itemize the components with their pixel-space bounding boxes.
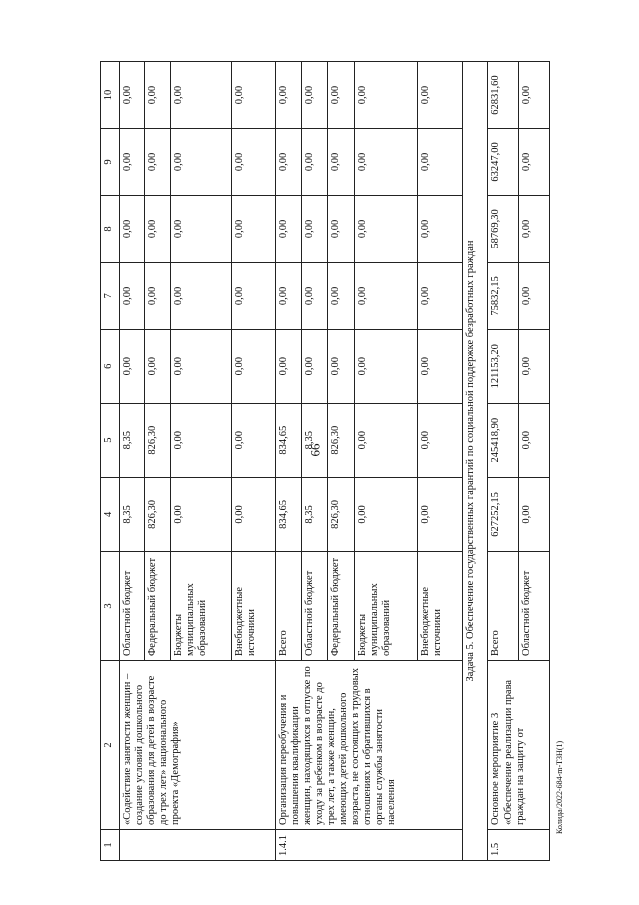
funding-source: Внебюджетные источники <box>418 552 463 661</box>
value-cell: 0,00 <box>145 195 170 262</box>
table-row <box>488 62 519 861</box>
value-cell: 0,00 <box>354 403 418 477</box>
funding-source: Федеральный бюджет <box>145 552 170 661</box>
value-cell: 0,00 <box>145 262 170 329</box>
value-cell: 121153,20 <box>488 329 519 403</box>
value-cell: 0,00 <box>328 329 354 403</box>
value-cell: 0,00 <box>145 62 170 129</box>
value-cell: 826,30 <box>328 477 354 551</box>
value-cell: 0,00 <box>519 477 550 551</box>
value-cell: 0,00 <box>354 477 418 551</box>
value-cell: 0,00 <box>170 329 231 403</box>
value-cell: 63247,00 <box>488 129 519 196</box>
value-cell: 0,00 <box>418 329 463 403</box>
value-cell: 62831,60 <box>488 62 519 129</box>
value-cell: 0,00 <box>354 62 418 129</box>
value-cell: 0,00 <box>328 129 354 196</box>
value-cell: 0,00 <box>418 195 463 262</box>
value-cell: 0,00 <box>120 262 145 329</box>
value-cell: 0,00 <box>275 195 301 262</box>
task-row <box>463 62 488 861</box>
header-col-6: 6 <box>101 329 120 403</box>
value-cell: 0,00 <box>170 262 231 329</box>
value-cell: 0,00 <box>120 62 145 129</box>
task-heading: Задача 5. Обеспечение государственных гарантий по социальной поддержке безработных граждан <box>463 62 488 861</box>
value-cell: 826,30 <box>145 403 170 477</box>
row-code: 1.5 <box>488 830 550 861</box>
funding-source: Федеральный бюджет <box>328 552 354 661</box>
value-cell: 0,00 <box>275 129 301 196</box>
funding-source: Областной бюджет <box>120 552 145 661</box>
funding-source: Всего <box>275 552 301 661</box>
value-cell: 0,00 <box>145 129 170 196</box>
value-cell: 834,65 <box>275 477 301 551</box>
value-cell: 0,00 <box>418 129 463 196</box>
value-cell: 0,00 <box>232 129 275 196</box>
value-cell: 0,00 <box>170 477 231 551</box>
value-cell: 826,30 <box>145 477 170 551</box>
funding-source: Областной бюджет <box>519 552 550 661</box>
value-cell: 0,00 <box>275 62 301 129</box>
value-cell: 58769,30 <box>488 195 519 262</box>
value-cell: 0,00 <box>519 195 550 262</box>
funding-source: Бюджеты муниципальных образований <box>170 552 231 661</box>
value-cell: 0,00 <box>302 195 328 262</box>
value-cell: 0,00 <box>120 129 145 196</box>
value-cell: 8,35 <box>302 477 328 551</box>
header-col-8: 8 <box>101 195 120 262</box>
value-cell: 8,35 <box>120 477 145 551</box>
value-cell: 0,00 <box>519 262 550 329</box>
value-cell: 0,00 <box>232 195 275 262</box>
page-number: 66 <box>307 443 323 457</box>
value-cell: 0,00 <box>328 262 354 329</box>
measure-name: Основное мероприятие 3 «Обеспечение реализации права граждан на защиту от <box>488 661 550 830</box>
value-cell: 0,00 <box>418 262 463 329</box>
funding-source: Областной бюджет <box>302 552 328 661</box>
value-cell: 0,00 <box>120 195 145 262</box>
value-cell: 0,00 <box>328 195 354 262</box>
value-cell: 8,35 <box>120 403 145 477</box>
value-cell: 0,00 <box>145 329 170 403</box>
value-cell: 0,00 <box>232 262 275 329</box>
funding-source: Всего <box>488 552 519 661</box>
value-cell: 8,35 <box>302 403 328 477</box>
value-cell: 0,00 <box>354 329 418 403</box>
value-cell: 0,00 <box>519 329 550 403</box>
value-cell: 0,00 <box>232 62 275 129</box>
value-cell: 0,00 <box>275 262 301 329</box>
header-col-10: 10 <box>101 62 120 129</box>
value-cell: 0,00 <box>519 403 550 477</box>
header-col-5: 5 <box>101 403 120 477</box>
header-col-1: 1 <box>101 830 120 861</box>
row-code: 1.4.1 <box>275 830 462 861</box>
value-cell: 0,00 <box>302 62 328 129</box>
value-cell: 0,00 <box>354 195 418 262</box>
header-col-3: 3 <box>101 552 120 661</box>
table-header-row <box>101 62 120 861</box>
value-cell: 0,00 <box>328 62 354 129</box>
header-col-2: 2 <box>101 661 120 830</box>
value-cell: 0,00 <box>354 129 418 196</box>
row-code-empty <box>120 830 276 861</box>
value-cell: 627252,15 <box>488 477 519 551</box>
header-col-4: 4 <box>101 477 120 551</box>
value-cell: 0,00 <box>232 329 275 403</box>
value-cell: 0,00 <box>302 329 328 403</box>
value-cell: 0,00 <box>418 403 463 477</box>
value-cell: 834,65 <box>275 403 301 477</box>
budget-table-rotated <box>100 61 550 861</box>
funding-source: Бюджеты муниципальных образований <box>354 552 418 661</box>
value-cell: 826,30 <box>328 403 354 477</box>
header-col-9: 9 <box>101 129 120 196</box>
value-cell: 0,00 <box>170 403 231 477</box>
value-cell: 0,00 <box>519 129 550 196</box>
value-cell: 0,00 <box>232 403 275 477</box>
value-cell: 0,00 <box>170 62 231 129</box>
header-col-7: 7 <box>101 262 120 329</box>
budget-table <box>100 61 550 861</box>
funding-source: Внебюджетные источники <box>232 552 275 661</box>
value-cell: 245418,90 <box>488 403 519 477</box>
measure-name: Организация переобучения и повышения квалификации женщин, находящихся в отпуске по уходу за ребенком в возрасте до трех лет, а также женщин, имеющих детей дошкольного возраста, не состоящих в трудовых отношениях и обратившихся в органы службы занятости населения <box>275 661 462 830</box>
value-cell: 0,00 <box>120 329 145 403</box>
value-cell: 0,00 <box>275 329 301 403</box>
value-cell: 75832,15 <box>488 262 519 329</box>
value-cell: 0,00 <box>170 129 231 196</box>
value-cell: 0,00 <box>418 477 463 551</box>
footer-code: Колида/2022-684-m-ТЗН(1) <box>555 740 564 834</box>
table-row <box>120 62 145 861</box>
table-row <box>275 62 301 861</box>
value-cell: 0,00 <box>418 62 463 129</box>
value-cell: 0,00 <box>232 477 275 551</box>
value-cell: 0,00 <box>170 195 231 262</box>
value-cell: 0,00 <box>354 262 418 329</box>
value-cell: 0,00 <box>519 62 550 129</box>
measure-name: «Содействие занятости женщин – создание условий дошкольного образования для детей в возрасте до трех лет» национального проекта «Демография» <box>120 661 276 830</box>
value-cell: 0,00 <box>302 262 328 329</box>
value-cell: 0,00 <box>302 129 328 196</box>
